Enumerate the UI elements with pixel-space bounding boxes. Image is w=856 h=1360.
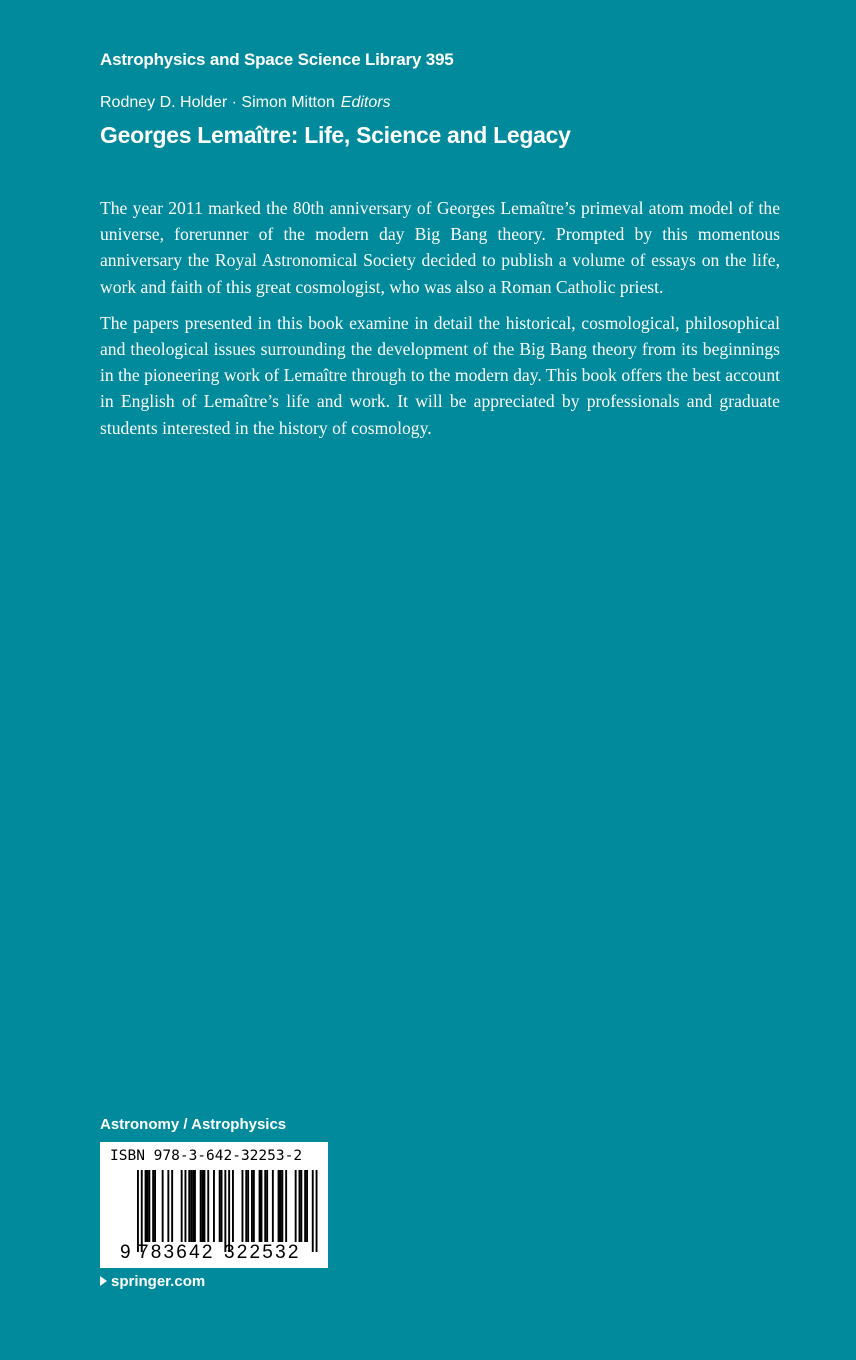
barcode-bar: [245, 1170, 247, 1242]
barcode-bar: [147, 1170, 149, 1242]
ean-right-digits: 322532: [224, 1242, 301, 1263]
editors-line: [100, 92, 391, 114]
barcode-bar: [192, 1170, 194, 1242]
barcode-bar: [162, 1170, 164, 1242]
barcode: [100, 1142, 328, 1268]
barcode-bar: [152, 1170, 154, 1242]
publisher-name: springer.com: [111, 1273, 206, 1290]
barcode-bar: [141, 1170, 143, 1252]
barcode-bar: [299, 1170, 301, 1242]
barcode-bar: [304, 1170, 306, 1242]
barcode-bar: [171, 1170, 173, 1242]
publisher-link: [100, 1272, 205, 1292]
barcode-bar: [202, 1170, 204, 1242]
barcode-bar: [266, 1170, 268, 1242]
barcode-bar: [190, 1170, 192, 1242]
barcode-bar: [280, 1170, 282, 1242]
barcode-bar: [204, 1170, 206, 1242]
barcode-bar: [167, 1170, 169, 1242]
barcode-bar: [247, 1170, 249, 1242]
editors-role: Editors: [340, 94, 391, 111]
barcode-bar: [228, 1170, 230, 1252]
barcode-bar: [253, 1170, 255, 1242]
barcode-bar: [219, 1170, 221, 1242]
barcode-bar: [224, 1170, 226, 1252]
book-title: Georges Lemaître: Life, Science and Legacy: [100, 122, 571, 148]
barcode-bar: [207, 1170, 209, 1242]
isbn-text: ISBN 978-3-642-32253-2: [110, 1148, 303, 1164]
barcode-bar: [261, 1170, 263, 1242]
barcode-bar: [264, 1170, 266, 1242]
barcode-bar: [281, 1170, 283, 1242]
blurb-paragraph-2: The papers presented in this book examine in detail the historical, cosmological, philosophical and theological issues surrounding the development of the Big Bang theory from its beginnings in the pioneering work of Lemaître through to the modern day. This book offers the best account in English of Lemaître’s life and work. It will be appreciated by professionals and graduate students interested in the history of cosmology.: [100, 312, 780, 438]
triangle-arrow-icon: [100, 1276, 107, 1286]
barcode-bar: [316, 1170, 318, 1252]
barcode-bar: [137, 1170, 139, 1252]
barcode-bar: [188, 1170, 190, 1242]
barcode-bar: [213, 1170, 215, 1242]
ean-left-digits: 783642: [138, 1242, 215, 1263]
ean-digits: [100, 1242, 328, 1264]
barcode-bar: [242, 1170, 244, 1242]
barcode-bar: [154, 1170, 156, 1242]
barcode-bar: [194, 1170, 196, 1242]
barcode-bar: [148, 1170, 150, 1242]
barcode-bar: [181, 1170, 183, 1242]
editor-names: Rodney D. Holder · Simon Mitton: [100, 94, 335, 111]
barcode-bar: [232, 1170, 234, 1242]
barcode-bar: [285, 1170, 287, 1242]
barcode-bar: [221, 1170, 223, 1242]
barcode-bar: [251, 1170, 253, 1242]
series-title: Astrophysics and Space Science Library 395: [100, 50, 454, 69]
barcode-bar: [259, 1170, 261, 1242]
barcode-bar: [295, 1170, 297, 1242]
barcode-bar: [200, 1170, 202, 1242]
barcode-bar: [145, 1170, 147, 1242]
blurb-paragraph-1: The year 2011 marked the 80th anniversary of Georges Lemaître’s primeval atom model of the universe, forerunner of the modern day Big Bang theory. Prompted by this momentous anniversary the Royal Astronomical Society decided to publish a volume of essays on the life, work and faith of this great cosmologist, who was also a Roman Catholic priest.: [100, 198, 780, 297]
barcode-bar: [278, 1170, 280, 1242]
barcode-bar: [272, 1170, 274, 1242]
subject-category: Astronomy / Astrophysics: [100, 1116, 287, 1133]
barcode-bar: [312, 1170, 314, 1252]
barcode-bar: [300, 1170, 302, 1242]
barcode-bar: [306, 1170, 308, 1242]
blurb: [100, 195, 780, 451]
barcode-bar: [185, 1170, 187, 1242]
ean-first-digit: 9: [120, 1242, 131, 1263]
